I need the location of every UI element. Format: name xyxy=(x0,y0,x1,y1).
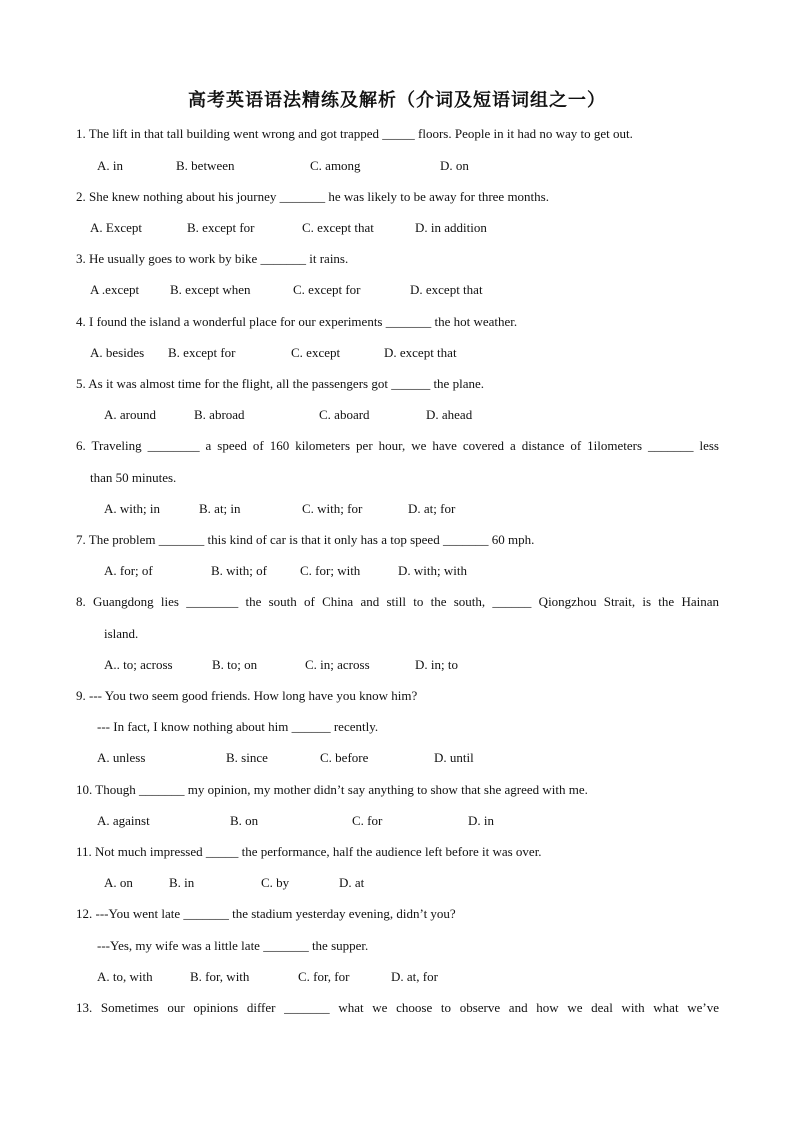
question-6-stem: 6. Traveling ________ a speed of 160 kilometers per hour, we have covered a distance of 1ilometers _______ less xyxy=(76,438,719,453)
question-7-stem: 7. The problem _______ this kind of car is that it only has a top speed _______ 60 mph. xyxy=(76,532,535,547)
q5-option-c: C. aboard xyxy=(319,407,370,422)
question-6-continuation: than 50 minutes. xyxy=(90,470,177,485)
q10-option-c: C. for xyxy=(352,813,383,828)
question-2-stem: 2. She knew nothing about his journey _______ he was likely to be away for three months. xyxy=(76,189,549,204)
q6-option-d: D. at; for xyxy=(408,501,456,516)
q12-option-a: A. to, with xyxy=(97,969,153,984)
question-12-stem: 12. ---You went late _______ the stadium yesterday evening, didn’t you? xyxy=(76,906,456,921)
question-5-stem: 5. As it was almost time for the flight, all the passengers got ______ the plane. xyxy=(76,376,484,391)
q1-option-c: C. among xyxy=(310,158,361,173)
q11-option-d: D. at xyxy=(339,875,365,890)
q9-option-d: D. until xyxy=(434,750,474,765)
q8-option-a: A.. to; across xyxy=(104,657,173,672)
q8-option-c: C. in; across xyxy=(305,657,370,672)
question-8-continuation: island. xyxy=(104,626,139,641)
q12-option-b: B. for, with xyxy=(190,969,250,984)
q6-option-c: C. with; for xyxy=(302,501,363,516)
q2-option-d: D. in addition xyxy=(415,220,487,235)
q12-option-c: C. for, for xyxy=(298,969,350,984)
q11-option-b: B. in xyxy=(169,875,195,890)
q3-option-b: B. except when xyxy=(170,282,251,297)
q4-option-b: B. except for xyxy=(168,345,236,360)
q1-option-b: B. between xyxy=(176,158,235,173)
q11-option-a: A. on xyxy=(104,875,133,890)
q2-option-b: B. except for xyxy=(187,220,255,235)
q3-option-c: C. except for xyxy=(293,282,361,297)
question-12-continuation: ---Yes, my wife was a little late _______ the supper. xyxy=(97,938,369,953)
q12-option-d: D. at, for xyxy=(391,969,438,984)
q5-option-d: D. ahead xyxy=(426,407,473,422)
q5-option-b: B. abroad xyxy=(194,407,245,422)
q6-option-b: B. at; in xyxy=(199,501,241,516)
q3-option-a: A .except xyxy=(90,282,140,297)
question-13-stem: 13. Sometimes our opinions differ _______ what we choose to observe and how we deal with what we’ve xyxy=(76,1000,719,1015)
q9-option-b: B. since xyxy=(226,750,268,765)
q11-option-c: C. by xyxy=(261,875,290,890)
q9-option-a: A. unless xyxy=(97,750,146,765)
q4-option-c: C. except xyxy=(291,345,341,360)
question-4-stem: 4. I found the island a wonderful place for our experiments _______ the hot weather. xyxy=(76,314,518,329)
q1-option-d: D. on xyxy=(440,158,469,173)
q7-option-a: A. for; of xyxy=(104,563,153,578)
q3-option-d: D. except that xyxy=(410,282,483,297)
q7-option-d: D. with; with xyxy=(398,563,467,578)
question-11-stem: 11. Not much impressed _____ the performance, half the audience left before it was over. xyxy=(76,844,542,859)
q6-option-a: A. with; in xyxy=(104,501,160,516)
q2-option-c: C. except that xyxy=(302,220,374,235)
q8-option-b: B. to; on xyxy=(212,657,258,672)
question-9-stem: 9. --- You two seem good friends. How long have you know him? xyxy=(76,688,418,703)
q8-option-d: D. in; to xyxy=(415,657,458,672)
q7-option-c: C. for; with xyxy=(300,563,361,578)
question-8-stem: 8. Guangdong lies ________ the south of China and still to the south, ______ Qiongzhou Strait, is the Hainan xyxy=(76,594,719,609)
q10-option-a: A. against xyxy=(97,813,150,828)
question-3-stem: 3. He usually goes to work by bike _______ it rains. xyxy=(76,251,349,266)
page-title: 高考英语语法精练及解析（介词及短语词组之一） xyxy=(188,90,606,111)
q10-option-d: D. in xyxy=(468,813,494,828)
q4-option-a: A. besides xyxy=(90,345,145,360)
q1-option-a: A. in xyxy=(97,158,123,173)
question-10-stem: 10. Though _______ my opinion, my mother didn’t say anything to show that she agreed with me. xyxy=(76,782,588,797)
q7-option-b: B. with; of xyxy=(211,563,267,578)
q5-option-a: A. around xyxy=(104,407,156,422)
q9-option-c: C. before xyxy=(320,750,369,765)
question-9-continuation: --- In fact, I know nothing about him ______ recently. xyxy=(97,719,379,734)
question-1-stem: 1. The lift in that tall building went wrong and got trapped _____ floors. People in it had no way to get out. xyxy=(76,126,633,141)
q10-option-b: B. on xyxy=(230,813,259,828)
q4-option-d: D. except that xyxy=(384,345,457,360)
q2-option-a: A. Except xyxy=(90,220,142,235)
